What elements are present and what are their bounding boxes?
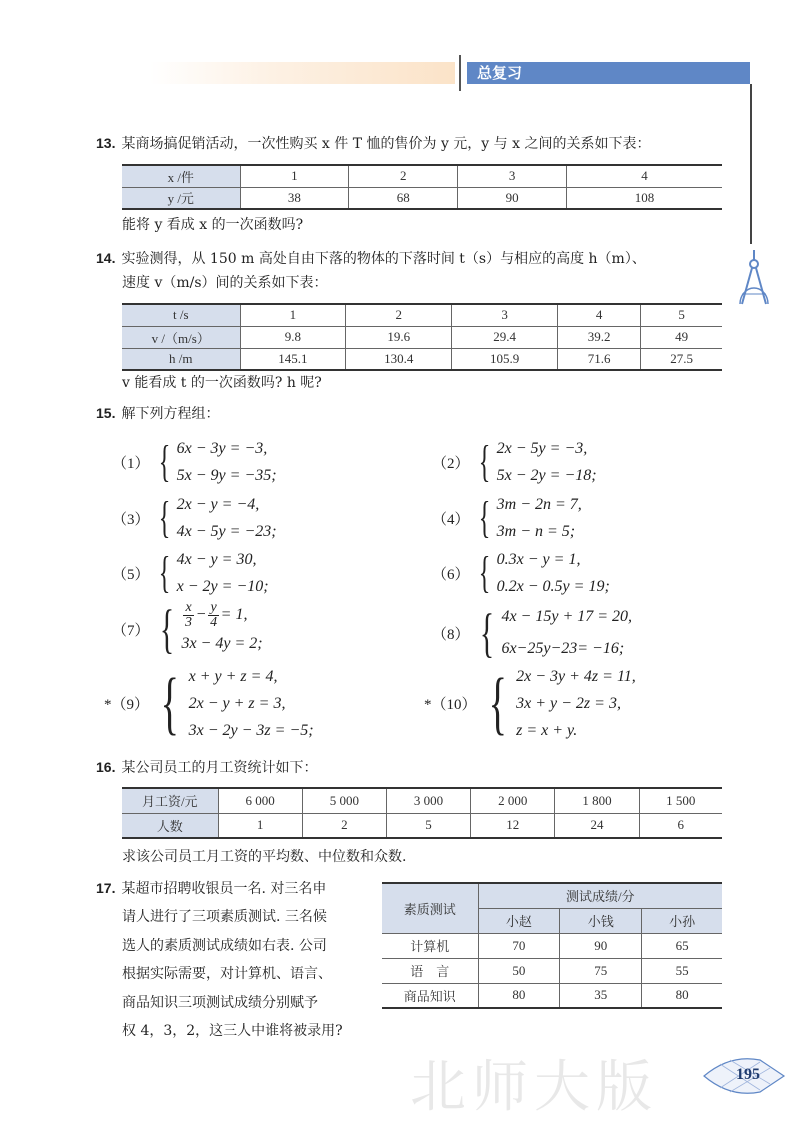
row-label: 商品知识: [382, 983, 478, 1008]
cell: 5: [386, 813, 470, 838]
equation: 4x − 5y = −23;: [176, 523, 277, 540]
cell: 2: [349, 165, 458, 187]
row-label: 计算机: [382, 933, 478, 958]
equation: 2x − y + z = 3,: [188, 695, 286, 712]
equation: 4x − y = 30,: [176, 551, 257, 568]
equation-system-9: *（9） { x + y + z = 4, 2x − y + z = 3, 3x − 2y − 3z = −5;: [104, 663, 314, 744]
equation: 0.3x − y = 1,: [496, 551, 581, 568]
name-header: 小钱: [560, 908, 642, 933]
system-label: （1）: [112, 455, 150, 472]
equation: x − 2y = −10;: [176, 578, 269, 595]
question-text: 权 4，3，2，这三人中谁将被录用?: [122, 1023, 343, 1040]
equation-system-7: （7） { $\frac{x}{3}$ − $\frac{y}{4}$ = 1, 3x − 4y = 2;: [112, 599, 263, 659]
equation: 3x − 4y = 2;: [181, 635, 263, 652]
numerator: y: [210, 600, 217, 615]
cell: 1 800: [555, 788, 639, 813]
cell: 9.8: [240, 326, 346, 348]
equation: 2x − 5y = −3,: [496, 440, 588, 457]
header-cell: x /件: [122, 165, 240, 187]
equation-system-3: （3） { 2x − y = −4, 4x − 5y = −23;: [112, 491, 277, 545]
denominator: 4: [210, 615, 218, 630]
cell: 2: [346, 304, 452, 326]
cell: 29.4: [452, 326, 558, 348]
cell: 90: [560, 933, 642, 958]
cell: 27.5: [641, 348, 722, 370]
cell: 1: [218, 813, 302, 838]
header-cell: h /m: [122, 348, 240, 370]
question-text: 某公司员工的月工资统计如下：: [121, 760, 318, 776]
question-16: [96, 757, 317, 778]
section-title: 总复习: [467, 62, 750, 84]
cell: 38: [240, 187, 349, 209]
question-text: 请人进行了三项素质测试. 三名候: [122, 909, 327, 926]
question-number: 15.: [96, 405, 116, 421]
question-text: 商品知识三项测试成绩分别赋予: [122, 994, 318, 1011]
table-13: [122, 164, 722, 210]
system-label: *（9）: [104, 697, 150, 713]
compass-icon: [738, 250, 770, 308]
question-13: [96, 133, 650, 154]
cell: 1 500: [639, 788, 722, 813]
cell: 70: [478, 933, 560, 958]
equation: 2x − y = −4,: [176, 496, 260, 513]
question-14-prompt: v 能看成 t 的一次函数吗? h 呢?: [122, 375, 322, 391]
equation: 2x − 3y + 4z = 11,: [516, 668, 636, 685]
cell: 75: [560, 958, 642, 983]
cell: 105.9: [452, 348, 558, 370]
cell: 108: [566, 187, 722, 209]
cell: 130.4: [346, 348, 452, 370]
question-text: 根据实际需要，对计算机、语言、: [122, 966, 332, 983]
cell: 19.6: [346, 326, 452, 348]
cell: 39.2: [558, 326, 641, 348]
header-cell: y /元: [122, 187, 240, 209]
table-14: [122, 303, 722, 371]
numerator: x: [185, 600, 192, 615]
header-decoration: [150, 62, 455, 84]
equation: z = x + y.: [516, 722, 578, 739]
margin-line: [750, 84, 752, 244]
cell: 3: [452, 304, 558, 326]
question-14-line2: 速度 v（m/s）间的关系如下表：: [122, 275, 328, 291]
cell: 65: [642, 933, 722, 958]
equation: x + y + z = 4,: [188, 668, 278, 685]
name-header: 小赵: [478, 908, 560, 933]
equation: 3x − 2y − 3z = −5;: [188, 722, 314, 739]
row-label: 语 言: [382, 958, 478, 983]
cell: 4: [566, 165, 722, 187]
question-text: 选人的素质测试成绩如右表. 公司: [122, 937, 327, 954]
equation-system-5: （5） { 4x − y = 30, x − 2y = −10;: [112, 546, 269, 600]
cell: 1: [240, 165, 349, 187]
equation-system-8: （8） { 4x − 15y + 17 = 20, 6x−25y−23= −16;: [432, 603, 633, 663]
cell: 4: [558, 304, 641, 326]
question-number: 13.: [96, 135, 116, 151]
equation: 0.2x − 0.5y = 19;: [496, 578, 610, 595]
cell: 3: [458, 165, 567, 187]
equation: 3x + y − 2z = 3,: [516, 695, 621, 712]
system-label: （5）: [112, 566, 150, 583]
system-label: （8）: [432, 626, 470, 643]
question-16-prompt: 求该公司员工月工资的平均数、中位数和众数.: [122, 849, 407, 865]
equation-system-6: （6） { 0.3x − y = 1, 0.2x − 0.5y = 19;: [432, 546, 610, 600]
cell: 5: [641, 304, 722, 326]
question-text: 实验测得，从 150 m 高处自由下落的物体的下落时间 t（s）与相应的高度 h（m）、: [121, 251, 646, 267]
denominator: 3: [185, 615, 193, 630]
header-cell: 人数: [122, 813, 218, 838]
cell: 55: [642, 958, 722, 983]
cell: 90: [458, 187, 567, 209]
cell: 3 000: [386, 788, 470, 813]
system-label: （2）: [432, 455, 470, 472]
name-header: 小孙: [642, 908, 722, 933]
equation-system-10: *（10） { 2x − 3y + 4z = 11, 3x + y − 2z = 3, z = x + y.: [424, 663, 636, 744]
header-cell: 素质测试: [382, 883, 478, 933]
question-text: 某超市招聘收银员一名. 对三名申: [121, 881, 327, 897]
cell: 68: [349, 187, 458, 209]
equation: 5x − 2y = −18;: [496, 467, 597, 484]
header-cell: 月工资/元: [122, 788, 218, 813]
equation: [181, 601, 262, 630]
question-15: [96, 403, 219, 424]
equation-rest: = 1,: [220, 606, 248, 624]
cell: 145.1: [240, 348, 346, 370]
equation: 4x − 15y + 17 = 20,: [501, 608, 633, 625]
group-header: 测试成绩/分: [478, 883, 722, 908]
cell: 2 000: [471, 788, 555, 813]
table-16: [122, 787, 722, 839]
equation: 3m − 2n = 7,: [496, 496, 582, 513]
cell: 2: [302, 813, 386, 838]
header-divider: [459, 55, 461, 91]
cell: 5 000: [302, 788, 386, 813]
equation-system-4: （4） { 3m − 2n = 7, 3m − n = 5;: [432, 491, 582, 545]
operator: −: [195, 606, 207, 624]
header-cell: v /（m/s）: [122, 326, 240, 348]
question-17: [96, 874, 343, 1045]
equation: 5x − 9y = −35;: [176, 467, 277, 484]
cell: 1: [240, 304, 346, 326]
cell: 80: [478, 983, 560, 1008]
equation: 3m − n = 5;: [496, 523, 576, 540]
question-number: 16.: [96, 759, 116, 775]
cell: 49: [641, 326, 722, 348]
equation-system-1: （1） { 6x − 3y = −3, 5x − 9y = −35;: [112, 435, 277, 489]
system-label: （3）: [112, 511, 150, 528]
page-number: 195: [736, 1066, 760, 1083]
question-number: 14.: [96, 250, 116, 266]
question-text: 解下列方程组：: [121, 406, 220, 422]
question-13-prompt: 能将 y 看成 x 的一次函数吗?: [122, 217, 304, 233]
watermark: 北师大版: [410, 1055, 658, 1120]
equation: 6x − 3y = −3,: [176, 440, 268, 457]
cell: 12: [471, 813, 555, 838]
system-label: （4）: [432, 511, 470, 528]
table-17: [382, 882, 722, 1009]
system-label: （7）: [112, 622, 150, 639]
cell: 24: [555, 813, 639, 838]
header-cell: t /s: [122, 304, 240, 326]
cell: 6: [639, 813, 722, 838]
cell: 35: [560, 983, 642, 1008]
cell: 71.6: [558, 348, 641, 370]
equation: 6x−25y−23= −16;: [501, 640, 625, 657]
equation-system-2: （2） { 2x − 5y = −3, 5x − 2y = −18;: [432, 435, 597, 489]
cell: 6 000: [218, 788, 302, 813]
system-label: *（10）: [424, 697, 477, 713]
question-number: 17.: [96, 880, 116, 896]
cell: 80: [642, 983, 722, 1008]
question-14: [96, 248, 646, 269]
question-text: 某商场搞促销活动，一次性购买 x 件 T 恤的售价为 y 元，y 与 x 之间的关系如下表：: [121, 136, 651, 152]
cell: 50: [478, 958, 560, 983]
system-label: （6）: [432, 566, 470, 583]
